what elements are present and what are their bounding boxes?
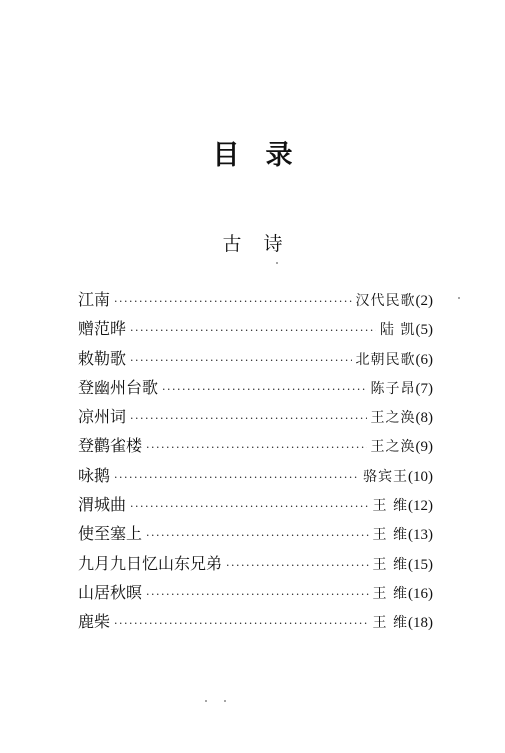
toc-entry-author: 王 维 — [372, 615, 408, 632]
toc-entry[interactable] — [78, 551, 433, 580]
toc-entry-title: 九月九日忆山东兄弟 — [78, 553, 223, 573]
toc-leader-dots — [146, 441, 366, 454]
toc-entry-title: 登幽州台歌 — [78, 377, 159, 397]
toc-entry-page: (7) — [415, 380, 433, 397]
toc-entry-page: (16) — [408, 585, 433, 602]
toc-entry-page: (18) — [408, 615, 433, 632]
toc-entry-title: 山居秋暝 — [78, 582, 143, 602]
toc-entry-author: 陆 凯 — [380, 322, 416, 339]
toc-entry-page: (2) — [415, 293, 433, 309]
scan-speck — [224, 700, 226, 702]
toc-entry[interactable] — [78, 346, 433, 375]
toc-entry-title: 敕勒歌 — [78, 348, 127, 368]
toc-entry-author: 汉代民歌 — [355, 293, 416, 309]
scan-speck — [276, 262, 278, 264]
toc-entry-author: 骆宾王 — [363, 468, 408, 485]
section-heading: 古诗 — [222, 233, 305, 255]
toc-leader-dots — [114, 617, 369, 630]
table-of-contents — [78, 287, 433, 639]
toc-entry-author: 王 维 — [372, 498, 408, 515]
toc-entry[interactable] — [78, 521, 433, 550]
toc-entry-author: 王 维 — [372, 585, 408, 602]
toc-entry[interactable] — [78, 316, 433, 345]
toc-entry[interactable] — [78, 492, 433, 521]
toc-entry-page: (12) — [408, 498, 433, 515]
toc-entry[interactable] — [78, 433, 433, 462]
toc-entry[interactable] — [78, 580, 433, 609]
toc-entry-page: (13) — [408, 527, 433, 544]
toc-leader-dots — [114, 471, 359, 484]
toc-entry-title: 渭城曲 — [78, 495, 127, 515]
toc-entry-page: (15) — [408, 556, 433, 573]
toc-entry-author: 王之涣 — [370, 410, 416, 427]
toc-entry-author: 王 维 — [372, 527, 408, 544]
toc-leader-dots — [130, 500, 369, 513]
toc-entry-page: (8) — [415, 410, 433, 427]
toc-entry-title: 咏鹅 — [78, 465, 111, 485]
toc-entry-page: (6) — [415, 351, 433, 368]
toc-entry-page: (10) — [408, 468, 433, 485]
toc-entry-page: (9) — [415, 439, 433, 456]
toc-entry[interactable] — [78, 609, 433, 638]
toc-entry-title: 凉州词 — [78, 407, 127, 427]
toc-leader-dots — [130, 324, 376, 337]
toc-leader-dots — [146, 588, 369, 601]
scan-speck — [205, 700, 207, 702]
toc-entry-author: 北朝民歌 — [355, 351, 416, 368]
toc-entry[interactable] — [78, 375, 433, 404]
toc-leader-dots — [162, 383, 366, 396]
toc-entry[interactable] — [78, 463, 433, 492]
scan-speck — [458, 297, 460, 299]
toc-leader-dots — [226, 559, 369, 572]
toc-leader-dots — [130, 354, 351, 367]
page-title: 目录 — [212, 140, 319, 171]
toc-entry-title: 使至塞上 — [78, 524, 143, 544]
toc-leader-dots — [114, 295, 351, 308]
toc-entry-title: 鹿柴 — [78, 612, 111, 632]
toc-entry-author: 王之涣 — [370, 439, 416, 456]
toc-entry-title: 登鹳雀楼 — [78, 436, 143, 456]
toc-entry[interactable] — [78, 287, 433, 316]
toc-entry-author: 陈子昂 — [370, 380, 416, 397]
toc-entry-title: 赠范晔 — [78, 319, 127, 339]
toc-entry[interactable] — [78, 404, 433, 433]
toc-entry-author: 王 维 — [372, 556, 408, 573]
toc-leader-dots — [146, 529, 369, 542]
toc-entry-title: 江南 — [78, 290, 111, 309]
toc-entry-page: (5) — [415, 322, 433, 339]
toc-leader-dots — [130, 412, 366, 425]
